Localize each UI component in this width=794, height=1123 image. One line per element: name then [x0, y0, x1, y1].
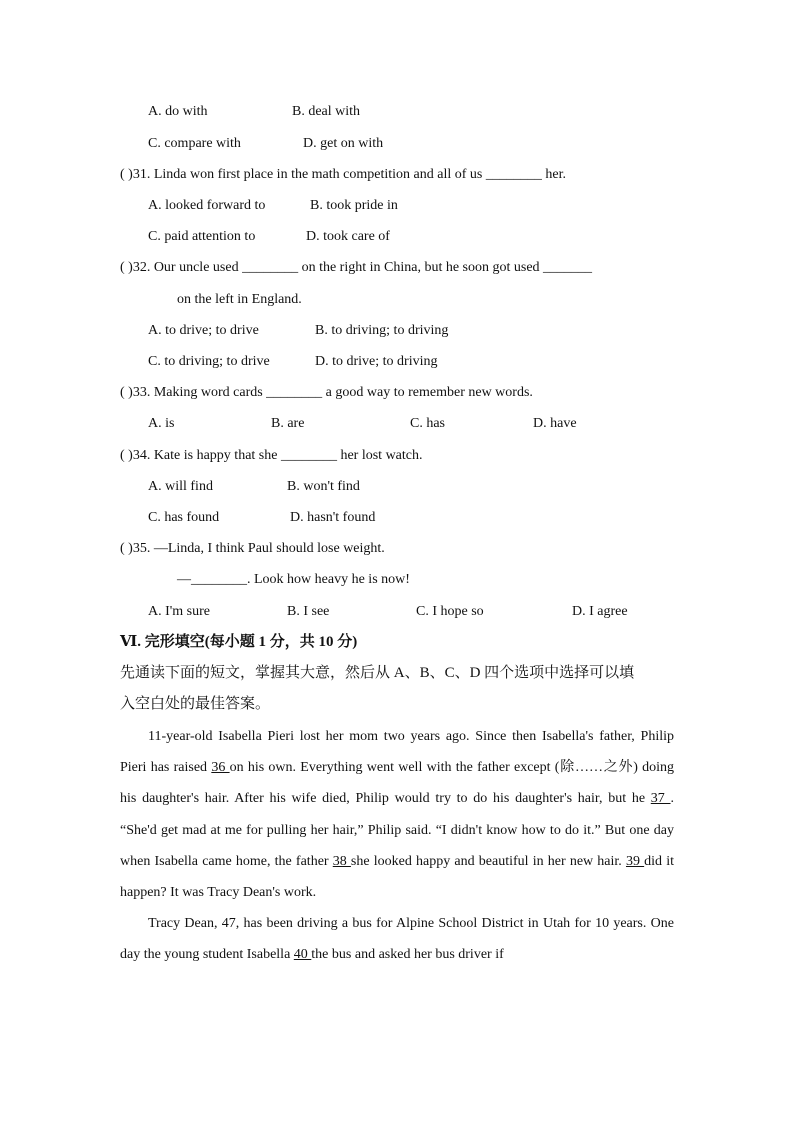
q31-option-c: C. paid attention to	[148, 229, 256, 244]
passage-text: Tracy Dean, 47, has been driving a bus for Alpine School District in Utah for 10 years. One day the young student Isabella	[120, 916, 674, 963]
q35-option-b: B. I see	[287, 604, 330, 619]
section-instructions-line2: 入空白处的最佳答案。	[120, 696, 271, 712]
section-title: Ⅵ. 完形填空(每小题 1 分，共 10 分)	[120, 634, 358, 650]
q33-option-c: C. has	[410, 416, 445, 431]
q32-option-b: B. to driving; to driving	[315, 323, 449, 338]
section-instructions-line1: 先通读下面的短文，掌握其大意，然后从 A、B、C、D 四个选项中选择可以填	[120, 665, 635, 681]
q35-option-c: C. I hope so	[416, 604, 484, 619]
q33-stem: ( )33. Making word cards ________ a good way to remember new words.	[120, 385, 533, 400]
blank-37: 37	[650, 791, 671, 807]
blank-39: 39	[625, 853, 645, 869]
q35-stem-continued: —________. Look how heavy he is now!	[177, 572, 410, 587]
q30-option-b: B. deal with	[292, 104, 361, 119]
q32-option-a: A. to drive; to drive	[148, 323, 259, 338]
q34-option-a: A. will find	[148, 479, 213, 494]
passage-text: she looked happy and beautiful in her new hair.	[350, 853, 626, 869]
passage-text: the bus and asked her bus driver if	[311, 947, 504, 963]
q33-option-b: B. are	[271, 416, 305, 431]
q34-stem: ( )34. Kate is happy that she ________ her lost watch.	[120, 448, 423, 463]
q35-stem: ( )35. —Linda, I think Paul should lose weight.	[120, 541, 385, 556]
q33-option-a: A. is	[148, 416, 175, 431]
q31-option-a: A. looked forward to	[148, 198, 266, 213]
q35-option-d: D. I agree	[572, 604, 628, 619]
q34-option-b: B. won't find	[287, 479, 360, 494]
q32-stem-continued: on the left in England.	[177, 292, 302, 307]
blank-38: 38	[332, 853, 351, 869]
passage-text: did it happen? It was Tracy Dean's work.	[120, 853, 674, 901]
q31-stem: ( )31. Linda won first place in the math competition and all of us ________ her.	[120, 167, 566, 182]
q32-option-c: C. to driving; to drive	[148, 354, 270, 369]
q34-option-d: D. hasn't found	[290, 510, 376, 525]
q30-option-a: A. do with	[148, 104, 208, 119]
passage-paragraph-2	[120, 908, 674, 970]
q32-option-d: D. to drive; to driving	[315, 354, 438, 369]
q33-option-d: D. have	[533, 416, 577, 431]
cloze-passage	[120, 721, 674, 971]
q31-option-b: B. took pride in	[310, 198, 398, 213]
q30-option-c: C. compare with	[148, 136, 241, 151]
passage-text: 11-year-old Isabella Pieri lost her mom two years ago. Since then Isabella's father, Philip Pieri has raised	[120, 729, 674, 776]
passage-text: . “She'd get mad at me for pulling her hair,” Philip said. “I didn't know how to do it.” But one day when Isabella came home, the father	[120, 791, 675, 869]
q31-option-d: D. took care of	[306, 229, 390, 244]
q30-option-d: D. get on with	[303, 136, 384, 151]
q32-stem: ( )32. Our uncle used ________ on the right in China, but he soon got used _______	[120, 260, 593, 275]
q34-option-c: C. has found	[148, 510, 220, 525]
blank-40: 40	[293, 947, 312, 963]
passage-paragraph-1	[120, 721, 674, 908]
passage-text: on his own. Everything went well with the father except (除……之外) doing his daughter's hair. After his wife died, Philip would try to do his daughter's hair, but he	[120, 760, 675, 807]
blank-36: 36	[211, 760, 230, 776]
q35-option-a: A. I'm sure	[148, 604, 211, 619]
